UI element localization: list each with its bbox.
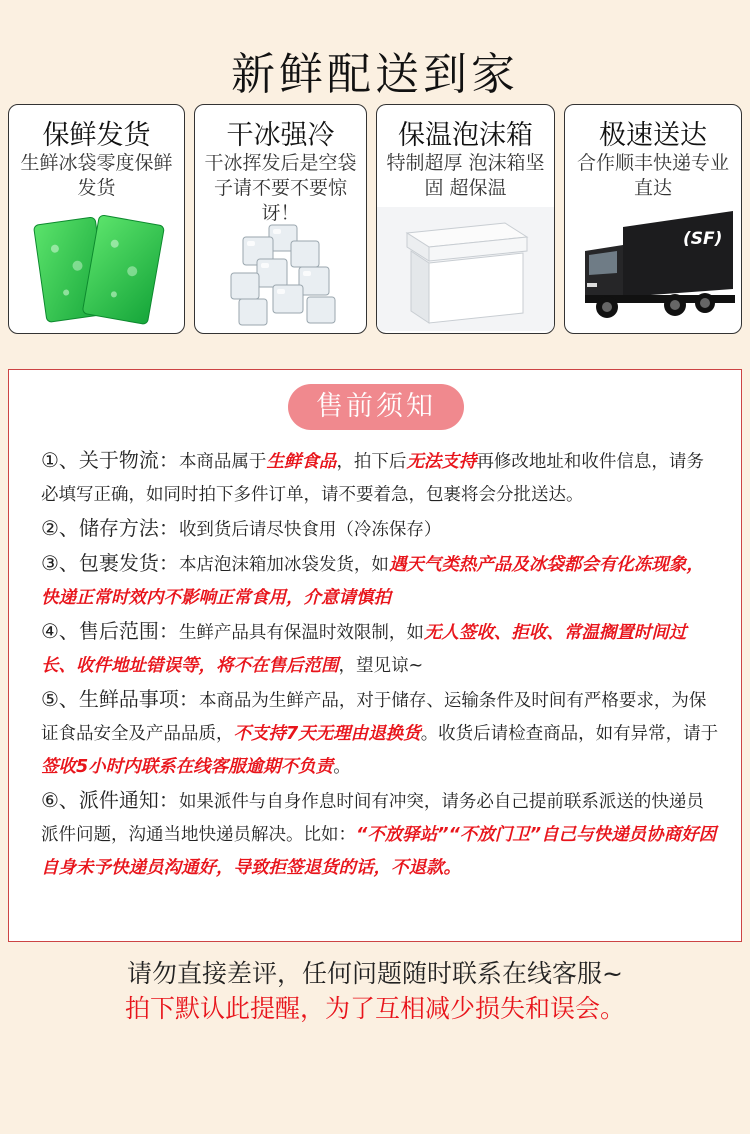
notice-badge: 售前须知: [288, 384, 464, 430]
notice-rule: [41, 683, 721, 784]
card-desc: 合作顺丰快递专业直达: [576, 152, 729, 199]
notice-rule: [41, 547, 721, 615]
rule-text: 本店泡沫箱加冰袋发货，如: [178, 555, 389, 575]
notice-rule: [41, 512, 721, 547]
card-title: 极速送达: [599, 120, 707, 151]
notice-rule: [41, 615, 721, 683]
rule-highlight: 生鲜食品: [266, 452, 337, 472]
foam-box-image: [377, 207, 554, 331]
rule-heading: ④、售后范围：: [41, 619, 179, 643]
footer-reminder: [0, 957, 750, 1027]
footer-line2: 拍下默认此提醒，为了互相减少损失和误会。: [124, 994, 625, 1023]
ice-cubes-image: [195, 223, 366, 333]
truck-logo: (SF): [683, 229, 723, 249]
card-desc: 干冰挥发后是空袋子请不要不要惊讶！: [204, 152, 357, 224]
rule-heading: ②、储存方法：: [41, 516, 179, 540]
rule-text: ，拍下后: [336, 452, 407, 472]
rule-text: 再修改地址和收件信息，请务必填写正确，如同时拍下多件订单，请不要着急，包裹将会分批送达。: [41, 452, 704, 505]
rule-text: 如果派件与自身作息时间有冲突，请务必自己提前联系派送的快递员派件问题，沟通当地快递员解决。比如：: [41, 792, 704, 845]
notice-rule: [41, 784, 721, 885]
rule-text: 。收货后请检查商品，如有异常，请于: [420, 724, 719, 744]
rule-heading: ①、关于物流：: [41, 448, 179, 472]
rule-text: 收到货后请尽快食用（冷冻保存）: [178, 520, 442, 540]
card-title: 保鲜发货: [42, 120, 151, 151]
footer-line1: 请勿直接差评，任何问题随时联系在线客服~: [127, 959, 623, 988]
card-foam-box: [376, 104, 555, 334]
presale-notice: [8, 369, 742, 942]
rule-heading: ③、包裹发货：: [41, 551, 179, 575]
rule-text: 生鲜产品具有保温时效限制，如: [178, 623, 424, 643]
card-desc: 生鲜冰袋零度保鲜发货: [20, 152, 173, 199]
green-ice-pack-image: [9, 207, 184, 332]
rule-text: 。: [333, 757, 351, 777]
rule-highlight: “不放驿站”“不放门卫”自己与快递员协商好因自身未予快递员沟通好，导致拒签退货的话，不退款。: [41, 825, 717, 878]
rule-text: 本商品为生鲜产品，对于储存、运输条件及时间有严格要求，为保证食品安全及产品品质，: [41, 691, 707, 744]
rule-highlight: 无人签收、拒收、常温搁置时间过长、收件地址错误等，将不在售后范围: [41, 623, 687, 676]
rule-heading: ⑥、派件通知：: [41, 788, 179, 812]
card-fast-delivery: [564, 104, 742, 334]
card-desc: 特制超厚 泡沫箱坚固 超保温: [386, 152, 545, 199]
feature-cards: [8, 104, 742, 334]
notice-rule: [41, 444, 721, 512]
card-fresh-shipping: [8, 104, 185, 334]
rule-text: 本商品属于: [178, 452, 267, 472]
sf-truck-image: [565, 207, 741, 331]
rule-highlight: 遇天气类热产品及冰袋都会有化冻现象，快递正常时效内不影响正常食用，介意请慎拍: [41, 555, 704, 608]
notice-rules: [41, 444, 721, 885]
card-title: 保温泡沫箱: [398, 120, 533, 151]
rule-highlight: 签收5小时内联系在线客服逾期不负责: [41, 757, 334, 777]
rule-highlight: 不支持7天无理由退换货: [233, 724, 421, 744]
rule-heading: ⑤、生鲜品事项：: [41, 687, 199, 711]
card-title: 干冰强冷: [226, 120, 335, 151]
card-dry-ice: [194, 104, 367, 334]
rule-text: ，望见谅~: [338, 656, 424, 676]
rule-highlight: 无法支持: [406, 452, 477, 472]
page-title: 新鲜配送到家: [231, 49, 519, 100]
